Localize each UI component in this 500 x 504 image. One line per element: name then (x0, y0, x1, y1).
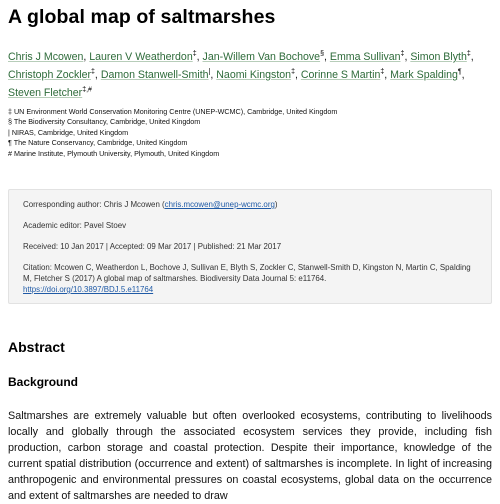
affiliation-item: ‡ UN Environment World Conservation Monitoring Centre (UNEP-WCMC), Cambridge, United Kingdom (8, 107, 338, 116)
author-list: Chris J Mcowen, Lauren V Weatherdon‡, Jan-Willem Van Bochove§, Emma Sullivan‡, Simon Blyth‡, Christoph Zockler‡, Damon Stanwell-Smith|, Naomi Kingston‡, Corinne S Martin‡, Mark Spalding¶, Steven Fletcher‡,# (8, 50, 474, 99)
background-paragraph: Saltmarshes are extremely valuable but often overlooked ecosystems, contributing to livelihoods locally and globally through the associated ecosystem services they provide, including fish production, carbon storage and coastal protection. Despite their importance, knowledge of the current spatial distribution (occurrence and extent) of saltmarshes is incomplete. In light of increasing anthropogenic and environmental pressures on coastal ecosystems, global data on the occurrence and extent of saltmarshes are needed to draw (8, 410, 492, 503)
corresponding-close: ) (274, 200, 278, 210)
affiliation-mark: | (208, 68, 211, 76)
citation-text: Citation: Mcowen C, Weatherdon L, Bochove J, Sullivan E, Blyth S, Zockler C, Stanwell-Smith D, Kingston N, Martin C, Spalding M, Fletcher S (2017) A global map of saltmarshes. Biodiversity Data Journal 5: e11764. (23, 263, 471, 284)
article-info-box (8, 189, 492, 304)
affiliation-mark: ‡ (380, 68, 385, 76)
affiliation-mark: ‡ (192, 50, 197, 58)
affiliation-mark: ‡ (400, 50, 405, 58)
affiliation-mark: ¶ (457, 68, 462, 76)
affiliation-list (8, 107, 492, 159)
affiliation-item: ¶ The Nature Conservancy, Cambridge, United Kingdom (8, 138, 188, 148)
background-heading: Background (8, 375, 79, 390)
academic-editor: Academic editor: Pavel Stoev (23, 221, 127, 231)
author-link[interactable]: Chris J Mcowen (8, 51, 84, 63)
author-link[interactable]: Jan-Willem Van Bochove (202, 51, 321, 63)
author-link[interactable]: Mark Spalding (390, 69, 458, 81)
citation (23, 262, 477, 295)
author-link[interactable]: Lauren V Weatherdon (89, 51, 193, 63)
doi-link[interactable]: https://doi.org/10.3897/BDJ.5.e11764 (23, 285, 154, 295)
author-link[interactable]: Naomi Kingston (216, 69, 292, 81)
author-link[interactable]: Damon Stanwell-Smith (100, 69, 209, 81)
affiliation-item: # Marine Institute, Plymouth University, Plymouth, United Kingdom (8, 148, 220, 158)
affiliation-mark: ‡,# (82, 86, 92, 94)
affiliation-item: | NIRAS, Cambridge, United Kingdom (8, 127, 129, 137)
affiliation-mark: ‡ (291, 68, 295, 76)
author-link[interactable]: Corinne S Martin (300, 69, 381, 81)
affiliation-mark: § (320, 50, 324, 58)
author-link[interactable]: Steven Fletcher (8, 87, 83, 99)
corresponding-label: Corresponding author: Chris J Mcowen ( (23, 200, 165, 210)
article-dates: Received: 10 Jan 2017 | Accepted: 09 Mar 2017 | Published: 21 Mar 2017 (23, 242, 282, 252)
affiliation-item: § The Biodiversity Consultancy, Cambridge, United Kingdom (8, 117, 201, 127)
corresponding-author (23, 199, 477, 210)
author-link[interactable]: Simon Blyth (410, 51, 467, 63)
author-link[interactable]: Emma Sullivan (329, 51, 401, 63)
abstract-heading: Abstract (8, 339, 65, 356)
affiliation-mark: ‡ (91, 68, 95, 76)
affiliation-mark: ‡ (466, 50, 471, 58)
corresponding-email-link[interactable]: chris.mcowen@unep-wcmc.org (164, 200, 275, 210)
author-link[interactable]: Christoph Zockler (8, 69, 92, 81)
article-title: A global map of saltmarshes (8, 6, 276, 28)
